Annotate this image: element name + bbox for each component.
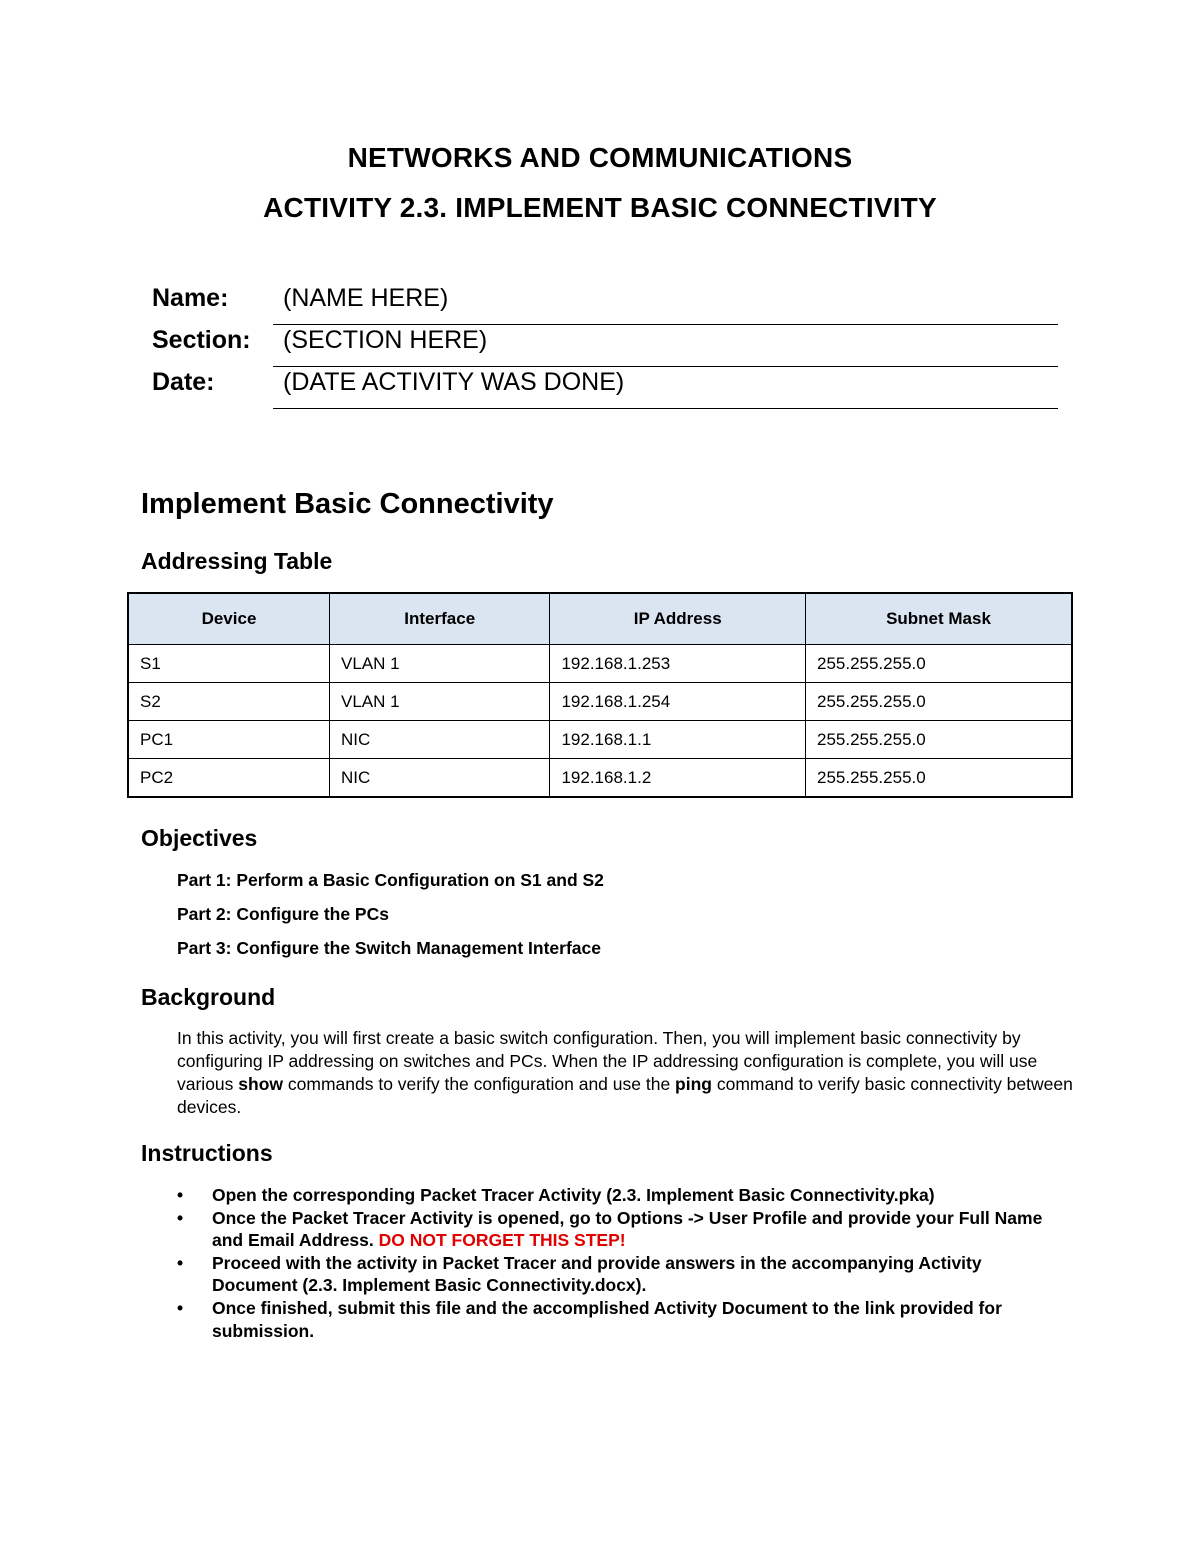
list-item	[177, 1207, 1057, 1252]
objective-part-3: Part 3: Configure the Switch Management Interface	[177, 938, 601, 958]
column-header-interface: Interface	[329, 593, 549, 645]
table-row	[128, 683, 1072, 721]
column-header-subnet-mask: Subnet Mask	[805, 593, 1072, 645]
table-cell: 192.168.1.253	[550, 645, 806, 683]
table-header-row	[128, 593, 1072, 645]
background-paragraph	[177, 1027, 1077, 1119]
section-row	[152, 326, 1058, 368]
background-text: command to verify basic connectivity between devices.	[177, 1074, 1073, 1117]
table-cell: PC2	[128, 759, 329, 798]
addressing-table	[127, 592, 1073, 798]
date-label: Date:	[152, 368, 215, 396]
table-cell: PC1	[128, 721, 329, 759]
name-label: Name:	[152, 284, 229, 312]
list-item	[177, 1184, 1057, 1207]
section-field[interactable]: (SECTION HERE)	[273, 326, 1058, 367]
date-row	[152, 368, 1058, 410]
instruction-text: Once finished, submit this file and the accomplished Activity Document to the link provided for submission.	[212, 1297, 1002, 1341]
bullet-icon: •	[177, 1252, 184, 1273]
table-cell: NIC	[329, 759, 549, 798]
table-cell: 255.255.255.0	[805, 721, 1072, 759]
activity-title: ACTIVITY 2.3. IMPLEMENT BASIC CONNECTIVITY	[263, 192, 937, 223]
table-cell: 192.168.1.2	[550, 759, 806, 798]
column-header-ip-address: IP Address	[550, 593, 806, 645]
objective-part-1: Part 1: Perform a Basic Configuration on S1 and S2	[177, 870, 604, 890]
table-cell: VLAN 1	[329, 645, 549, 683]
table-row	[128, 759, 1072, 798]
bullet-icon: •	[177, 1207, 184, 1228]
background-text: In this activity, you will first create a basic switch configuration. Then, you will implement basic connectivity by configuring IP addressing on switches and PCs. When the IP addressing configuration is complete, you will use various	[177, 1028, 1038, 1094]
addressing-table-heading: Addressing Table	[141, 548, 333, 574]
table-cell: 255.255.255.0	[805, 645, 1072, 683]
list-item	[177, 1252, 1057, 1297]
table-cell: VLAN 1	[329, 683, 549, 721]
show-command: show	[238, 1074, 284, 1094]
background-heading: Background	[141, 984, 276, 1010]
section-label: Section:	[152, 326, 251, 354]
bullet-icon: •	[177, 1297, 184, 1318]
warning-text: DO NOT FORGET THIS STEP!	[378, 1230, 626, 1251]
objective-part-2: Part 2: Configure the PCs	[177, 904, 389, 924]
document-title: NETWORKS AND COMMUNICATIONS	[347, 142, 853, 173]
table-row	[128, 645, 1072, 683]
table-cell: NIC	[329, 721, 549, 759]
ping-command: ping	[675, 1074, 712, 1094]
name-field[interactable]: (NAME HERE)	[273, 284, 1058, 325]
instruction-text: Once the Packet Tracer Activity is opened, go to Options -> User Profile and provide your Full Name and Email Address.	[212, 1207, 1043, 1251]
table-cell: 255.255.255.0	[805, 759, 1072, 798]
table-row	[128, 721, 1072, 759]
instruction-text: Proceed with the activity in Packet Tracer and provide answers in the accompanying Activity Document (2.3. Implement Basic Connectivity.docx).	[212, 1252, 982, 1296]
instruction-text: Open the corresponding Packet Tracer Activity (2.3. Implement Basic Connectivity.pka)	[212, 1185, 935, 1205]
bullet-icon: •	[177, 1185, 184, 1205]
date-field[interactable]: (DATE ACTIVITY WAS DONE)	[273, 368, 1058, 409]
table-cell: 192.168.1.254	[550, 683, 806, 721]
column-header-device: Device	[128, 593, 329, 645]
list-item	[177, 1297, 1057, 1342]
table-cell: S2	[128, 683, 329, 721]
name-row	[152, 284, 1058, 326]
table-cell: S1	[128, 645, 329, 683]
instructions-heading: Instructions	[141, 1140, 273, 1166]
background-text: commands to verify the configuration and use the	[283, 1074, 676, 1094]
main-heading: Implement Basic Connectivity	[141, 488, 554, 520]
instructions-list	[177, 1184, 1057, 1342]
table-cell: 192.168.1.1	[550, 721, 806, 759]
objectives-heading: Objectives	[141, 825, 258, 851]
table-cell: 255.255.255.0	[805, 683, 1072, 721]
